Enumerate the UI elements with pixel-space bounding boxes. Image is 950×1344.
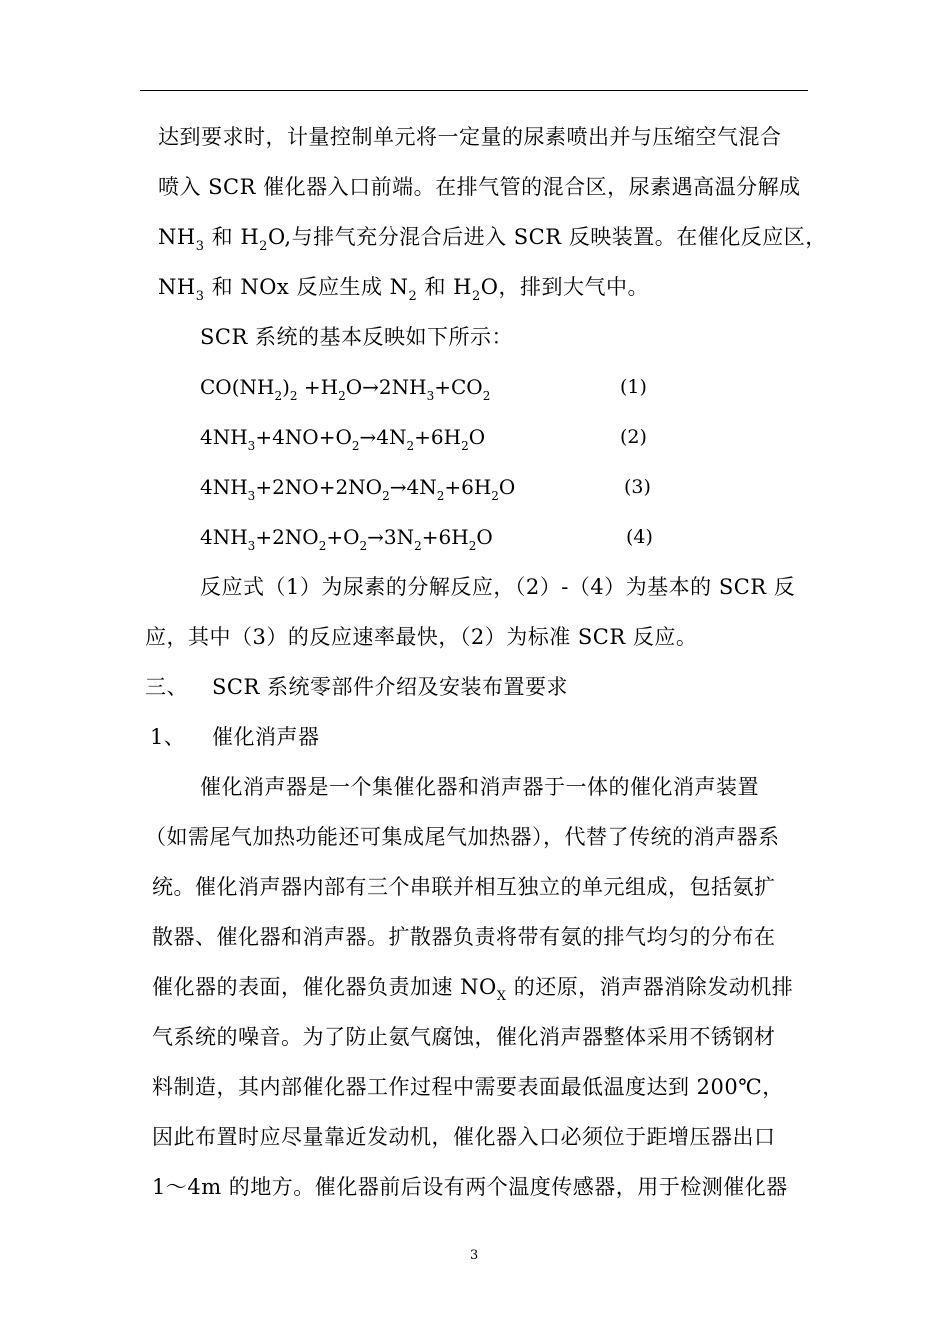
header-rule: [140, 90, 808, 91]
body-line: 散器、催化器和消声器。扩散器负责将带有氨的排气均匀的分布在: [152, 925, 776, 949]
body-line: 喷入 SCR 催化器入口前端。在排气管的混合区，尿素遇高温分解成: [158, 175, 801, 199]
subsection-number: 1、: [150, 725, 186, 749]
body-line: 催化消声器是一个集催化器和消声器于一体的催化消声装置: [200, 775, 759, 799]
equation-number: (1): [620, 376, 647, 398]
section-number: 三、: [145, 675, 188, 699]
body-line: $NH_3$ 和 $H_2O$,与排气充分混合后进入 SCR 反映装置。在催化反应区，: [158, 225, 827, 254]
equation-2: $4NH_3+4NO+O_2\to 4N_2+6H_2O$: [200, 425, 486, 453]
equation-number: (2): [620, 426, 647, 448]
equation-1: $CO(NH_2)_2 +H_2O\to 2NH_3+CO_2$: [200, 375, 491, 403]
body-line: 催化器的表面，催化器负责加速 $NO_X$ 的还原，消声器消除发动机排: [152, 975, 794, 1004]
section-heading: SCR 系统零部件介绍及安装布置要求: [212, 675, 568, 699]
body-line: （如需尾气加热功能还可集成尾气加热器），代替了传统的消声器系: [145, 825, 780, 849]
body-line: 达到要求时，计量控制单元将一定量的尿素喷出并与压缩空气混合: [158, 125, 782, 149]
body-line: $NH_3$ 和 NOx 反应生成 $N_2$ 和 $H_2O$，排到大气中。: [158, 275, 649, 304]
body-line: 应，其中（3）的反应速率最快，（2）为标准 SCR 反应。: [145, 625, 698, 649]
body-line: 统。催化消声器内部有三个串联并相互独立的单元组成，包括氨扩: [152, 875, 776, 899]
body-line: 料制造，其内部催化器工作过程中需要表面最低温度达到 200℃，: [152, 1075, 784, 1099]
body-line: 反应式（1）为尿素的分解反应，（2）-（4）为基本的 SCR 反: [200, 575, 796, 599]
equation-number: (4): [626, 526, 653, 548]
page-number: 3: [470, 1248, 479, 1263]
body-line: 气系统的噪音。为了防止氨气腐蚀，催化消声器整体采用不锈钢材: [152, 1025, 776, 1049]
equation-3: $4NH_3+2NO+2NO_2\to 4N_2+6H_2O$: [200, 475, 516, 503]
body-line: 1～4m 的地方。催化器前后设有两个温度传感器，用于检测催化器: [152, 1175, 788, 1199]
subsection-heading: 催化消声器: [212, 725, 320, 749]
equation-4: $4NH_3+2NO_2+O_2\to 3N_2+6H_2O$: [200, 525, 493, 553]
body-line: 因此布置时应尽量靠近发动机，催化器入口必须位于距增压器出口: [152, 1125, 776, 1149]
body-line: SCR 系统的基本反映如下所示：: [200, 325, 513, 349]
equation-number: (3): [624, 476, 651, 498]
